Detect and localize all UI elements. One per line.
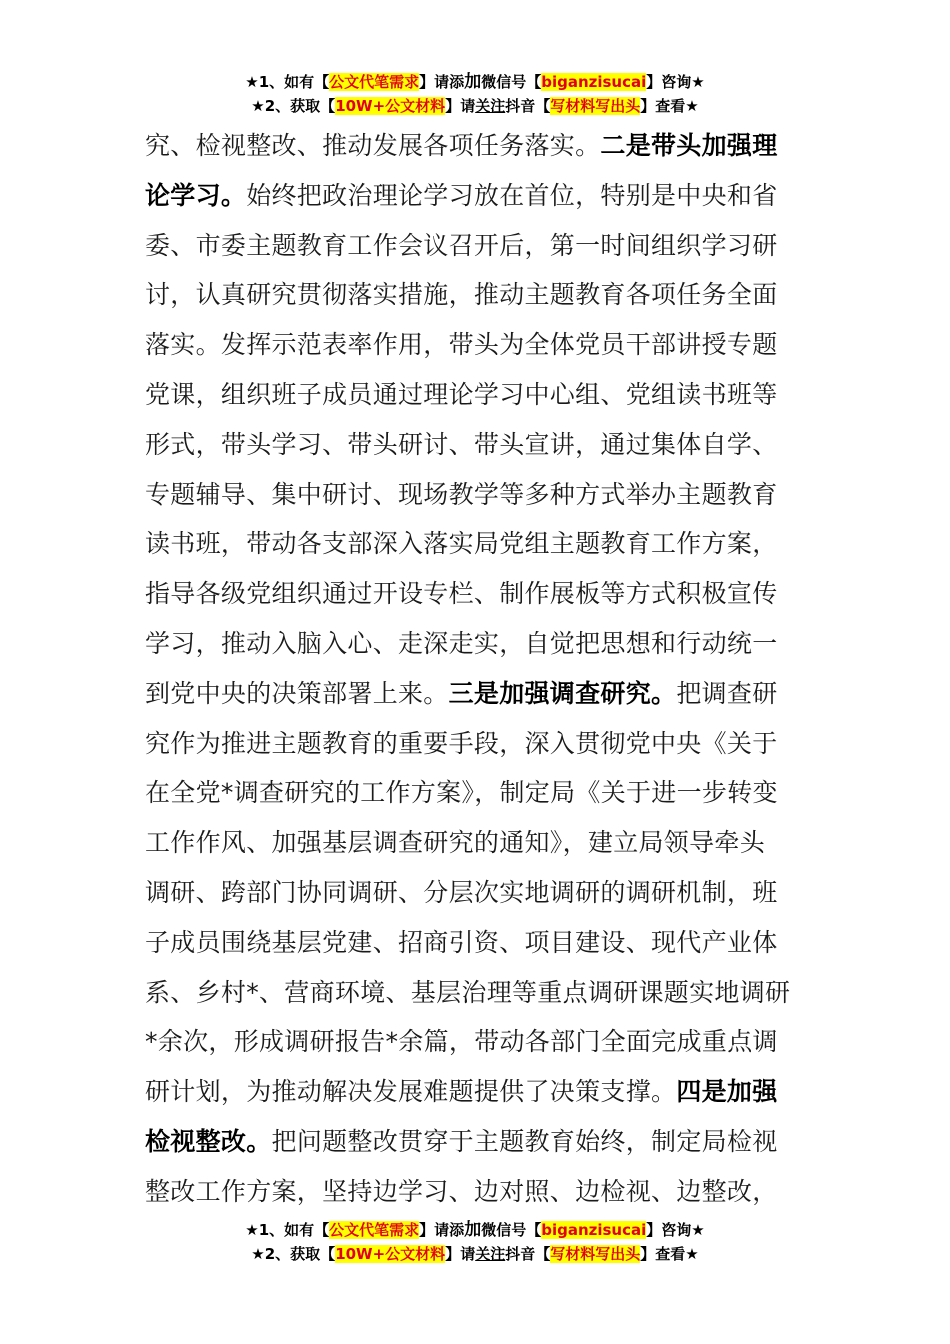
text-line	[145, 669, 809, 719]
body-text-segment: 调研、跨部门协同调研、分层次实地调研的调研机制，班	[145, 877, 778, 907]
promo-text: 关注	[475, 97, 506, 115]
body-text-segment: 工作作风、加强基层调查研究的通知》，建立局领导牵头	[145, 828, 766, 858]
bold-heading-text: 四是加强	[676, 1077, 778, 1107]
douyin-name-highlight: 写材料写出头	[550, 1245, 641, 1263]
promo-text: ★2、获取【	[251, 1245, 336, 1263]
promo-line-2	[0, 1242, 950, 1266]
body-text-segment: 学习，推动入脑入心、走深走实，自觉把思想和行动统一	[145, 628, 778, 658]
promo-text: 加	[464, 1220, 482, 1240]
promo-text: 】请	[445, 1245, 476, 1263]
body-text-segment: *余次，形成调研报告*余篇，带动各部门全面完成重点调	[145, 1027, 778, 1057]
promo-text: 抖音【	[505, 1245, 551, 1263]
text-line	[145, 420, 809, 470]
text-line	[145, 818, 809, 868]
promo-text: 】请添	[419, 73, 465, 91]
promo-banner-top	[0, 70, 950, 118]
body-text-segment: 落实。发挥示范表率作用，带头为全体党员干部讲授专题	[145, 330, 778, 360]
text-line	[145, 221, 809, 271]
text-line	[145, 519, 809, 569]
text-line	[145, 719, 809, 769]
text-line	[145, 968, 809, 1018]
promo-text: 加	[464, 72, 482, 92]
promo-highlight: 10W+公文材料	[335, 1245, 446, 1263]
promo-text: 】查看★	[640, 1245, 699, 1263]
promo-highlight: 公文代笔需求	[329, 1221, 420, 1239]
promo-text: 微信号【	[481, 1221, 542, 1239]
text-line	[145, 1067, 809, 1117]
text-line	[145, 1017, 809, 1067]
document-body	[145, 121, 809, 1217]
body-text-segment: 党课，组织班子成员通过理论学习中心组、党组读书班等	[145, 379, 778, 409]
body-text-segment: 研计划，为推动解决发展难题提供了决策支撑。	[145, 1077, 677, 1107]
body-text-segment: 到党中央的决策部署上来。	[145, 678, 449, 708]
douyin-name-highlight: 写材料写出头	[550, 97, 641, 115]
text-line	[145, 470, 809, 520]
body-text-segment: 形式，带头学习、带头研讨、带头宣讲，通过集体自学、	[145, 429, 778, 459]
text-line	[145, 619, 809, 669]
promo-highlight: 公文代笔需求	[329, 73, 420, 91]
body-text-segment: 究作为推进主题教育的重要手段，深入贯彻党中央《关于	[145, 728, 778, 758]
promo-banner-bottom	[0, 1218, 950, 1266]
text-line	[145, 1117, 809, 1167]
body-text-segment: 读书班，带动各支部深入落实局党组主题教育工作方案，	[145, 529, 778, 559]
body-text-segment: 系、乡村*、营商环境、基层治理等重点调研课题实地调研	[145, 977, 791, 1007]
bold-heading-text: 二是带头加强理	[600, 131, 778, 160]
body-text-segment: 讨，认真研究贯彻落实措施，推动主题教育各项任务全面	[145, 280, 778, 310]
text-line	[145, 918, 809, 968]
bold-heading-text: 三是加强调查研究。	[448, 678, 677, 708]
promo-text: ★2、获取【	[251, 97, 336, 115]
text-line	[145, 768, 809, 818]
text-line	[145, 270, 809, 320]
body-text-segment: 指导各级党组织通过开设专栏、制作展板等方式积极宣传	[145, 579, 778, 609]
wechat-id-highlight: biganzisucai	[541, 1221, 647, 1239]
body-text-segment: 子成员围绕基层党建、招商引资、项目建设、现代产业体	[145, 927, 778, 957]
body-text-segment: 专题辅导、集中研讨、现场教学等多种方式举办主题教育	[145, 479, 778, 509]
bold-heading-text: 检视整改。	[145, 1126, 272, 1156]
body-text-segment: 把问题整改贯穿于主题教育始终，制定局检视	[271, 1126, 778, 1156]
promo-highlight: 10W+公文材料	[335, 97, 446, 115]
text-line	[145, 569, 809, 619]
promo-line-1	[0, 1218, 950, 1242]
body-text-segment: 把调查研	[676, 678, 778, 708]
promo-text: 】请添	[419, 1221, 465, 1239]
promo-text: 】咨询★	[646, 1221, 705, 1239]
text-line	[145, 171, 809, 221]
promo-text: ★1、如有【	[245, 1221, 330, 1239]
promo-text: 】咨询★	[646, 73, 705, 91]
text-line	[145, 868, 809, 918]
promo-text: 关注	[475, 1245, 506, 1263]
body-text-segment: 始终把政治理论学习放在首位，特别是中央和省	[246, 180, 778, 210]
promo-text: 抖音【	[505, 97, 551, 115]
promo-text: 微信号【	[481, 73, 542, 91]
promo-line-2	[0, 94, 950, 118]
bold-heading-text: 论学习。	[145, 180, 247, 210]
text-line	[145, 121, 809, 171]
text-line	[145, 320, 809, 370]
wechat-id-highlight: biganzisucai	[541, 73, 647, 91]
promo-line-1	[0, 70, 950, 94]
body-text-segment: 究、检视整改、推动发展各项任务落实。	[145, 131, 601, 160]
promo-text: 】请	[445, 97, 476, 115]
promo-text: 】查看★	[640, 97, 699, 115]
text-line	[145, 1167, 809, 1217]
body-text-segment: 整改工作方案，坚持边学习、边对照、边检视、边整改，	[145, 1176, 778, 1206]
text-line	[145, 370, 809, 420]
body-text-segment: 在全党*调查研究的工作方案》，制定局《关于进一步转变	[145, 778, 778, 808]
promo-text: ★1、如有【	[245, 73, 330, 91]
body-text-segment: 委、市委主题教育工作会议召开后，第一时间组织学习研	[145, 230, 778, 260]
